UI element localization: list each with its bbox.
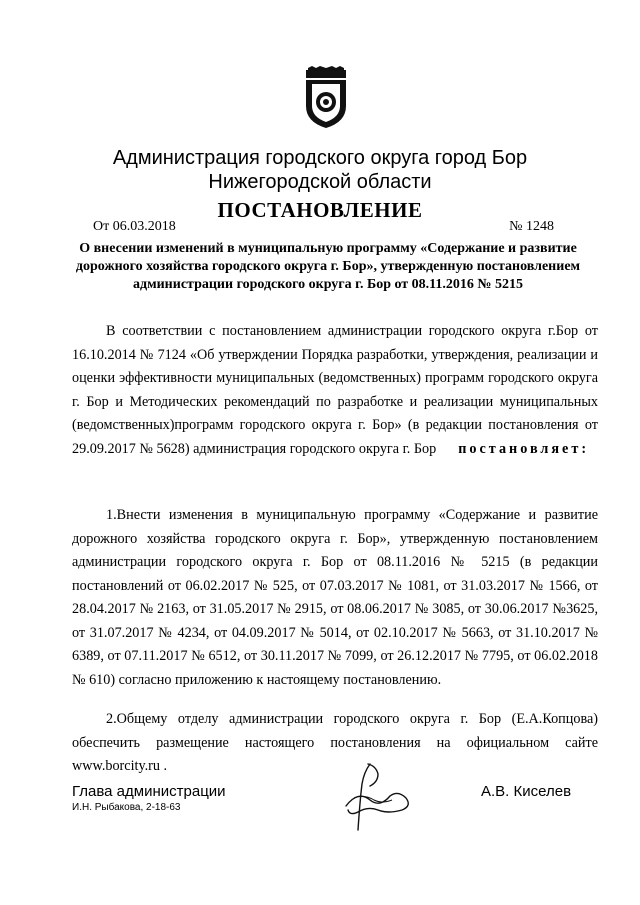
coat-of-arms-icon xyxy=(302,66,350,130)
organization-name: Администрация городского округа город Бор xyxy=(112,147,528,169)
paragraph-item-2: 2.Общему отделу администрации городского округа г. Бор (Е.А.Копцова) обеспечить размещение настоящего постановления на официальном сайте www.borcity.ru . xyxy=(72,711,598,774)
resolution-keyword: постановляет: xyxy=(458,440,590,457)
preamble-text: В соответствии с постановлением администрации городского округа г.Бор от 16.10.2014 № 7124 «Об утверждении Порядка разработки, утверждения, реализации и оценки эффективности муниципальных (ведомственных) программ городского округа г. Бор и Методических рекомендаций по разработке и реализации муниципальных (ведомственных)программ городского округа г. Бор» (в редакции постановления от 29.09.2017 № 5628) администрация городского округа г. Бор xyxy=(72,323,598,457)
document-number: № 1248 xyxy=(509,219,554,234)
executor-contact: И.Н. Рыбакова, 2-18-63 xyxy=(72,802,181,813)
signatory-role: Глава администрации xyxy=(72,783,226,800)
document-title: ПОСТАНОВЛЕНИЕ xyxy=(217,198,423,222)
organization-region: Нижегородской области xyxy=(208,171,432,193)
document-subject: О внесении изменений в муниципальную программу «Содержание и развитие дорожного хозяйства городского округа г. Бор», утвержденную постановлением администрации городского округа г. Бор от 08.11.2016 № 5215 xyxy=(75,241,581,292)
document-date: От 06.03.2018 xyxy=(93,219,176,234)
handwritten-signature-icon xyxy=(318,760,418,840)
paragraph-item-1: 1.Внести изменения в муниципальную программу «Содержание и развитие дорожного хозяйства городского округа г. Бор», утвержденную постановлением администрации городского округа г. Бор от 08.11.2016 № 5215 (в редакции постановлений от 06.02.2017 № 525, от 07.03.2017 № 1081, от 31.03.2017 № 1566, от 28.04.2017 № 2163, от 31.05.2017 № 2915, от 08.06.2017 № 3085, от 30.06.2017 №3625, от 31.07.2017 № 4234, от 04.09.2017 № 5014, от 02.10.2017 № 5663, от 31.10.2017 № 6389, от 07.11.2017 № 6512, от 30.11.2017 № 7099, от 26.12.2017 № 7795, от 06.02.2018 № 610) согласно приложению к настоящему постановлению. xyxy=(72,507,598,688)
signatory-name: А.В. Киселев xyxy=(481,783,572,800)
paragraph-preamble xyxy=(72,320,598,461)
